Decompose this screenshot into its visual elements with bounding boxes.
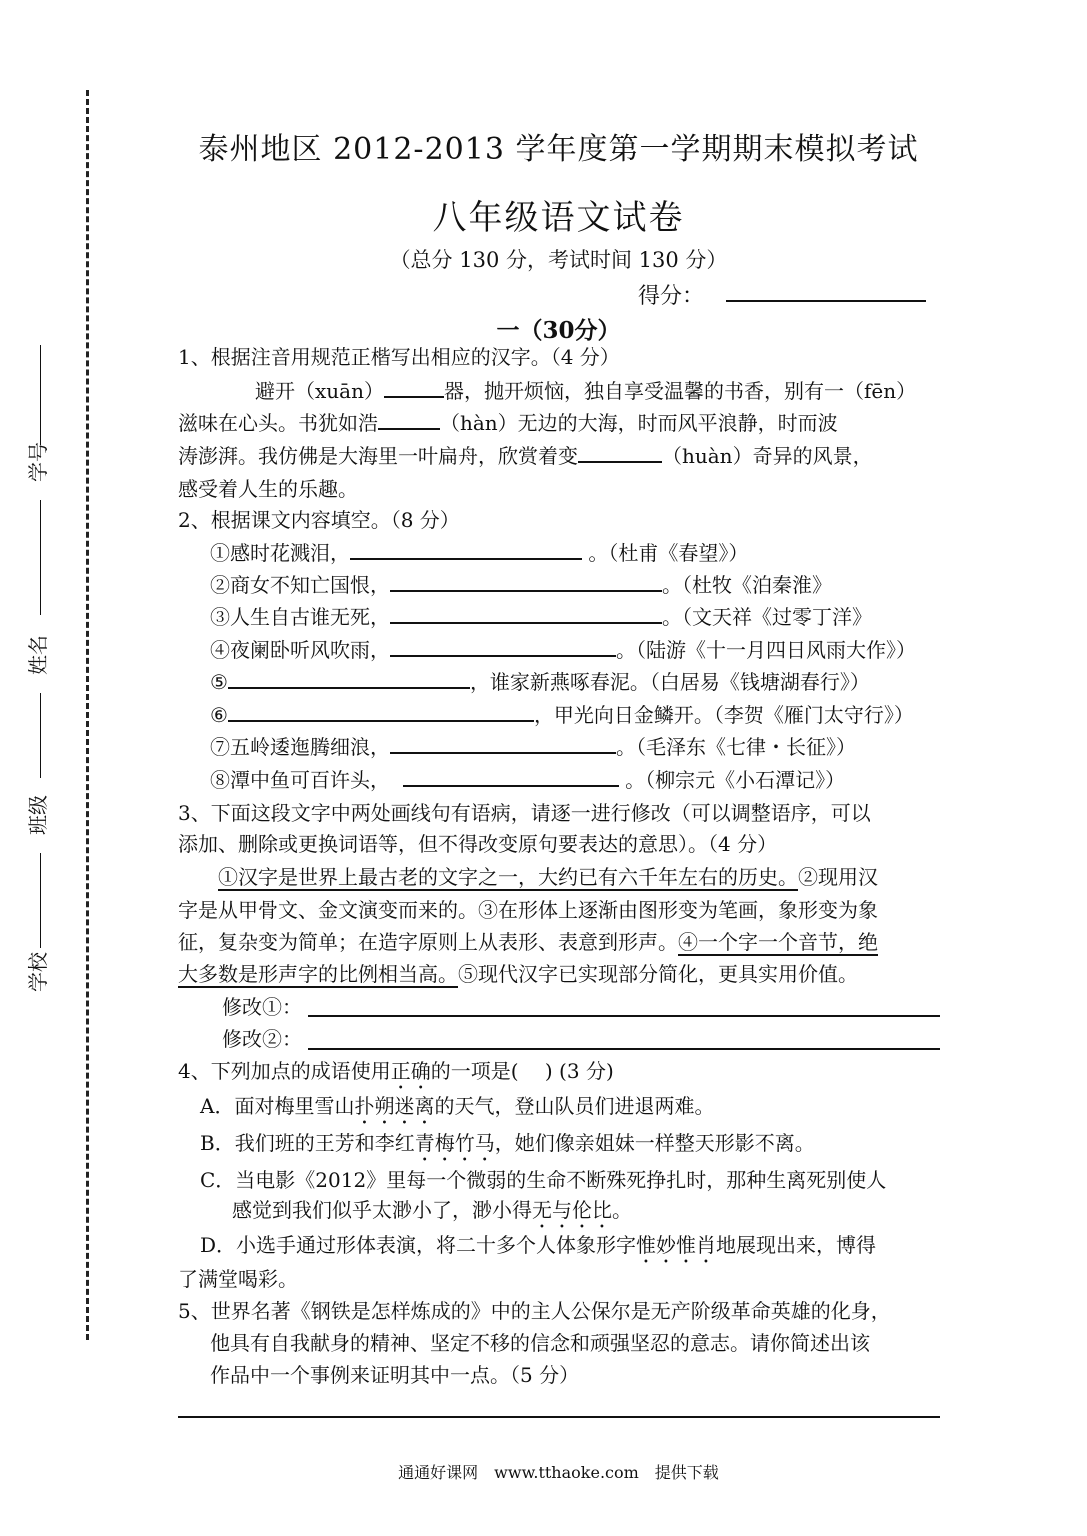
q2-item-4: ④夜阑卧听风吹雨， 。（陆游《十一月四日风雨大作》） (210, 638, 916, 662)
q5-line1: 5、世界名著《钢铁是怎样炼成的》中的主人公保尔是无产阶级革命英雄的化身， (178, 1299, 891, 1323)
q2-blank-3[interactable] (390, 604, 662, 624)
student-no-line (40, 345, 41, 445)
q4-stem: 4、下列加点的成语使用正确的一项是( ) (3 分) (178, 1059, 614, 1083)
q2-item-6: ⑥ ，甲光向日金鳞开。（李贺《雁门太守行》） (210, 703, 914, 727)
q5-line3: 作品中一个事例来证明其中一点。（5 分） (210, 1363, 580, 1387)
q2-blank-6[interactable] (228, 702, 534, 722)
student-no-label: 学号 (26, 442, 50, 482)
q2-item-7: ⑦五岭逶迤腾细浪， 。（毛泽东《七律・长征》） (210, 735, 856, 759)
name-label: 姓名 (26, 635, 50, 675)
class-line (40, 693, 41, 778)
q3-fix1-label: 修改①： (222, 995, 302, 1019)
q4-option-a: A．面对梅里雪山扑朔迷离的天气，登山队员们进退两难。 (200, 1094, 715, 1118)
exam-title: 泰州地区 2012-2013 学年度第一学期期末模拟考试 (198, 132, 919, 167)
score-label: 得分： (638, 284, 705, 309)
q5-line2: 他具有自我献身的精神、坚定不移的信念和顽强坚忍的意志。请你简述出该 (210, 1331, 870, 1355)
q3-underlined-sentence-2b: 大多数是形声字的比例相当高。 (178, 962, 458, 986)
exam-info: （总分 130 分，考试时间 130 分） (389, 248, 728, 272)
q2-item-2: ②商女不知亡国恨， 。（杜牧《泊秦淮》 (210, 573, 832, 597)
q4-option-d-line1: D．小选手通过形体表演，将二十多个人体象形字惟妙惟肖地展现出来，博得 (200, 1233, 877, 1257)
q3-underlined-sentence-2a: ④一个字一个音节，绝 (678, 930, 878, 954)
binding-dashed-line (86, 90, 89, 1340)
q1-line4: 感受着人生的乐趣。 (178, 477, 358, 501)
q1-blank-1[interactable] (384, 378, 444, 398)
class-label: 班级 (26, 795, 50, 835)
exam-subtitle: 八年级语文试卷 (432, 198, 685, 238)
score-blank[interactable] (726, 300, 926, 302)
q3-stem-line1: 3、下面这段文字中两处画线句有语病，请逐一进行修改（可以调整语序，可以 (178, 801, 871, 825)
q2-item-5: ⑤ ，谁家新燕啄春泥。（白居易《钱塘湖春行》） (210, 670, 870, 694)
q3-passage-line2: 字是从甲骨文、金文演变而来的。③在形体上逐渐由图形变为笔画，象形变为象 (178, 898, 878, 922)
q2-blank-2[interactable] (390, 572, 662, 592)
name-line-upper (40, 500, 41, 615)
q2-blank-7[interactable] (390, 734, 616, 754)
q2-blank-4[interactable] (390, 637, 616, 657)
q3-fix2-label: 修改②： (222, 1027, 302, 1051)
q1-stem: 1、根据注音用规范正楷写出相应的汉字。（4 分） (178, 345, 620, 369)
q2-blank-8[interactable] (403, 767, 619, 787)
school-label: 学校 (26, 952, 50, 992)
q2-item-3: ③人生自古谁无死， 。（文天祥《过零丁洋》 (210, 605, 872, 629)
q3-passage-line3: 征，复杂变为简单；在造字原则上从表形、表意到形声。④一个字一个音节，绝 (178, 930, 878, 954)
q2-blank-5[interactable] (228, 669, 470, 689)
q4-option-c-line1: C．当电影《2012》里每一个微弱的生命不断殊死挣扎时，那种生离死别使人 (200, 1168, 887, 1192)
q3-underlined-sentence-1: ①汉字是世界上最古老的文字之一，大约已有六千年左右的历史。 (218, 865, 798, 889)
answer-line[interactable] (178, 1416, 940, 1418)
q1-line1: 避开（xuān） 器，抛开烦恼，独自享受温馨的书香，别有一（fēn） (255, 379, 917, 403)
q4-option-b: B．我们班的王芳和李红青梅竹马，她们像亲姐妹一样整天形影不离。 (200, 1131, 815, 1155)
q1-blank-2[interactable] (378, 410, 440, 430)
q3-stem-line2: 添加、删除或更换词语等，但不得改变原句要表达的意思）。（4 分） (178, 832, 778, 856)
q3-fix2-blank[interactable] (308, 1048, 940, 1050)
footer-credit: 通通好课网 www.tthaoke.com 提供下载 (398, 1463, 719, 1482)
q2-item-8: ⑧潭中鱼可百许头， 。（柳宗元《小石潭记》） (210, 768, 846, 792)
q2-blank-1[interactable] (350, 540, 582, 560)
q1-line2: 滋味在心头。书犹如浩 （hàn）无边的大海，时而风平浪静，时而波 (178, 411, 838, 435)
section-title: 一（30分） (496, 317, 621, 344)
q3-fix1-blank[interactable] (308, 1015, 940, 1017)
q1-blank-3[interactable] (578, 443, 662, 463)
q4-option-c-line2: 感觉到我们似乎太渺小了，渺小得无与伦比。 (232, 1198, 632, 1222)
q4-option-d-line2: 了满堂喝彩。 (178, 1267, 298, 1291)
q2-stem: 2、根据课文内容填空。（8 分） (178, 508, 460, 532)
q2-item-1: ①感时花溅泪， 。（杜甫《春望》） (210, 541, 749, 565)
q3-passage-line1: ①汉字是世界上最古老的文字之一，大约已有六千年左右的历史。②现用汉 (218, 865, 878, 889)
school-line (40, 853, 41, 948)
q1-line3: 涛澎湃。我仿佛是大海里一叶扁舟，欣赏着变 （huàn）奇异的风景， (178, 444, 873, 468)
q3-passage-line4: 大多数是形声字的比例相当高。⑤现代汉字已实现部分简化，更具实用价值。 (178, 962, 858, 986)
